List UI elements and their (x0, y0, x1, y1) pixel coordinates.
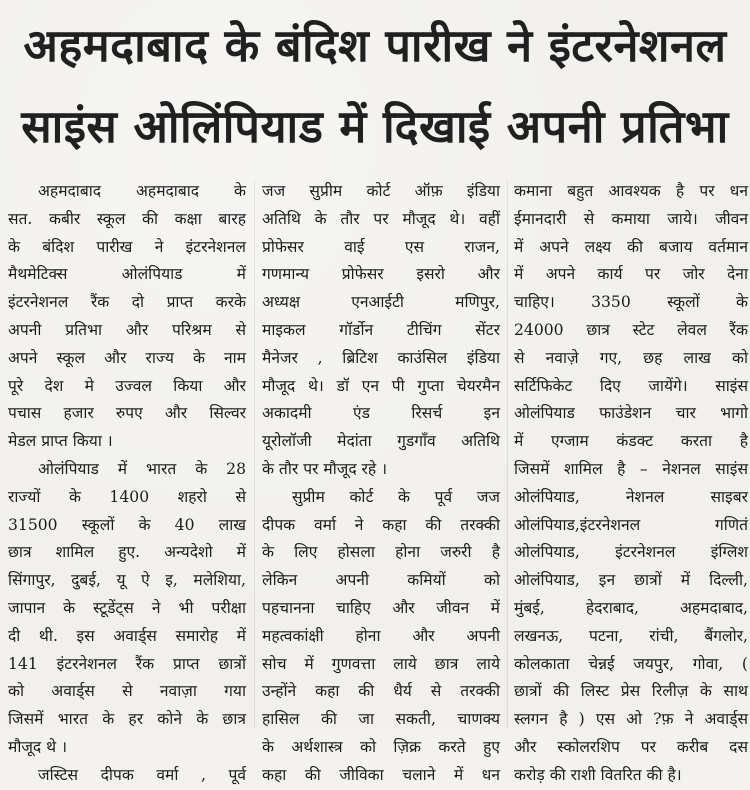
article-line: ओलंपियाड, इंटरनेशनल इंग्लिश (514, 543, 748, 562)
article-line: मेडल प्राप्त किया । (8, 432, 113, 451)
article-column-2 (262, 178, 500, 784)
article-line: अतिथि के तौर पर मौजूद थे। वहीं (262, 209, 500, 228)
article-line: ओलंपियाड,इंटरनेशनल गणितं (514, 515, 748, 534)
article-line: प्रोफेसर वाई एस राजन, (262, 237, 500, 256)
article-line: स्लगन है ) एस ओ ?फ़ ने अवार्ड्स (514, 710, 748, 729)
article-line: उन्होंने कहा की धैर्य से तरक्की (262, 682, 500, 701)
article-line: सिंगापुर, दुबई, यू ऐ इ, मलेशिया, (8, 571, 246, 590)
article-line: में एग्जाम कंडक्ट करता है (514, 432, 748, 451)
article-line: में अपने कार्य पर जोर देना (514, 265, 748, 284)
article-line: 24000 छात्र स्टेट लेवल रैंक (514, 320, 748, 339)
article-line: सर्टिफिकेट दिए जायेंगे। साइंस (514, 376, 748, 395)
article-line: पूरे देश मे उज्वल किया और (8, 376, 246, 395)
article-line: महत्वकांक्षी होना और अपनी (262, 626, 500, 645)
article-line: पहचानना चाहिए और जीवन में (262, 598, 500, 617)
article-line: सोच में गुणवत्ता लाये छात्र लाये (262, 654, 500, 673)
article-line: अकादमी एंड रिसर्च इन (262, 404, 500, 423)
article-line: में अपने लक्ष्य की बजाय वर्तमान (514, 237, 748, 256)
article-line: कहा की जीविका चलाने में धन (262, 765, 500, 784)
article-line: ओलंपियाड, इन छात्रों में दिल्ली, (514, 571, 748, 590)
article-line: जस्टिस दीपक वर्मा , पूर्व (38, 765, 246, 784)
article-line: ओलंपियाड, नेशनल साइबर (514, 487, 748, 506)
column-divider (507, 180, 508, 728)
article-column-1 (8, 178, 246, 784)
article-line: मैथमेटिक्स ओलंपियाड में (8, 265, 246, 284)
article-line: अपने स्कूल और राज्य के नाम (8, 348, 246, 367)
article-line: को अवार्ड्स से नवाज़ा गया (8, 682, 246, 701)
article-line: करोड़ की राशी वितरित की है। (514, 765, 682, 784)
article-line: गणमान्य प्रोफेसर इसरो और (262, 265, 500, 284)
article-line: मौजूद थे। डॉ एन पी गुप्ता चेयरमैन (262, 376, 500, 395)
article-line: के अर्थशास्त्र को ज़िक्र करते हुए (262, 737, 500, 756)
article-line: दी थी. इस अवार्ड्स समारोह में (8, 626, 246, 645)
article-line: माइकल गॉर्डोन टीचिंग सेंटर (262, 320, 500, 339)
article-line: पचास हजार रुपए और सिल्वर (8, 404, 246, 423)
article-line: अध्यक्ष एनआईटी मणिपुर, (262, 293, 500, 312)
article-line: लखनऊ, पटना, रांची, बैंगलोर, (514, 626, 748, 645)
headline-line-2: साइंस ओलिंपियाड में दिखाई अपनी प्रतिभा (21, 100, 729, 153)
article-line: सुप्रीम कोर्ट के पूर्व जज (292, 487, 500, 506)
article-line: जिसमें भारत के हर कोने के छात्र (8, 710, 246, 729)
article-line: जज सुप्रीम कोर्ट ऑफ़ इंडिया (262, 182, 500, 200)
article-line: अपनी प्रतिभा और परिश्रम से (8, 320, 246, 339)
article-line: लेकिन अपनी कमियों को (262, 571, 500, 590)
article-line: कमाना बहुत आवश्यक है पर धन (514, 182, 748, 200)
column-divider (254, 180, 255, 728)
article-line: और स्कोलरशिप पर करीब दस (514, 737, 748, 756)
article-line: राज्यों के 1400 शहरो से (8, 487, 246, 506)
article-line: इंटरनेशनल रैंक दो प्राप्त करके (8, 293, 246, 312)
article-line: अहमदाबाद अहमदाबाद के (38, 182, 246, 200)
article-line: से नवाज़े गए, छह लाख को (514, 348, 748, 367)
article-line: ओलंपियाड में भारत के 28 (38, 459, 246, 478)
article-line: चाहिए। 3350 स्कूलों के (514, 293, 748, 312)
article-line: सत. कबीर स्कूल की कक्षा बारह (8, 209, 246, 228)
article-line: ओलंपियाड फाउंडेशन चार भागो (514, 404, 748, 423)
article-line: के लिए होसला होना जरुरी है (262, 543, 500, 562)
article-line: जापान के स्टूडेंट्स ने भी परीक्षा (8, 598, 246, 617)
article-line: ईमानदारी से कमाया जाये। जीवन (514, 209, 748, 228)
article-line: के बंदिश पारीख ने इंटरनेशनल (8, 237, 246, 256)
article-line: कोलकाता चेन्नई जयपुर, गोवा, ( (514, 654, 748, 673)
headline-line-1: अहमदाबाद के बंदिश पारीख ने इंटरनेशनल (23, 19, 727, 72)
article-line: 141 इंटरनेशनल रैंक प्राप्त छात्रों (8, 654, 246, 673)
article-line: मैनेजर , ब्रिटिश काउंसिल इंडिया (262, 348, 500, 367)
article-line: छात्र शामिल हुए. अन्यदेशो में (8, 543, 246, 562)
article-line: मुंबई, हेदराबाद, अहमदाबाद, (514, 598, 748, 617)
article-line: के तौर पर मौजूद रहे । (262, 459, 388, 478)
article-line: छात्रों की लिस्ट प्रेस रिलीज़ के साथ (514, 682, 748, 701)
article-line: यूरोलॉजी मेदांता गुडगाँव अतिथि (262, 432, 500, 451)
article-line: 31500 स्कूलों के 40 लाख (8, 515, 246, 534)
article-column-3 (514, 178, 748, 784)
article-line: हासिल की जा सकती, चाणक्य (262, 710, 500, 729)
article-line: दीपक वर्मा ने कहा की तरक्की (262, 515, 500, 534)
article-line: जिसमें शामिल है – नेशनल साइंस (514, 459, 748, 478)
article-line: मौजूद थे । (8, 737, 68, 756)
